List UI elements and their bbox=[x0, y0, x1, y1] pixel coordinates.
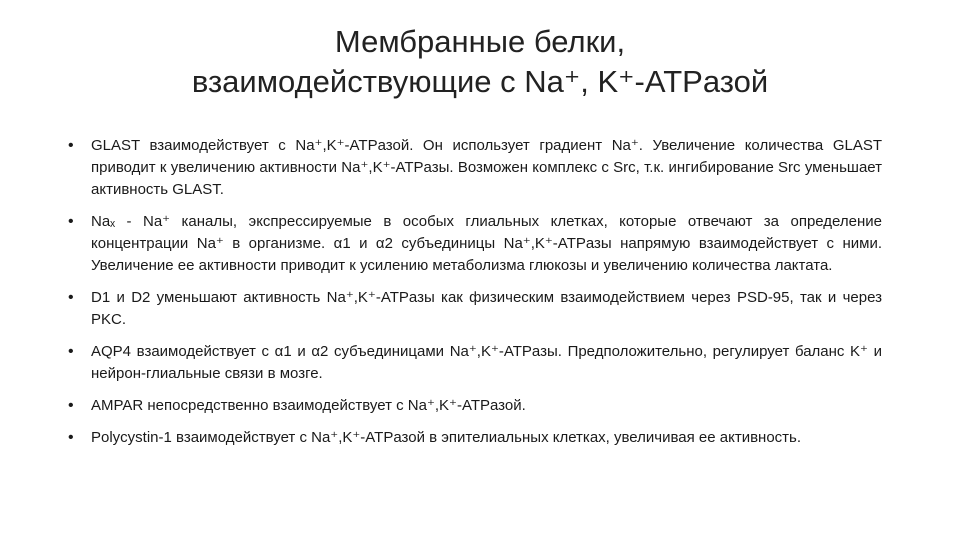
bullet-d1-d2 bbox=[68, 287, 882, 331]
bullet-text: AQP4 взаимодействует с α1 и α2 субъединицами Na⁺,K⁺-ATPазы. Предположительно, регулирует баланс K⁺ и нейрон-глиальные связи в мозге. bbox=[91, 343, 882, 382]
bullet-text: D1 и D2 уменьшают активность Na⁺,K⁺-ATPазы как физическим взаимодействием через PSD-95, так и через PKC. bbox=[91, 289, 882, 328]
title-line-2: взаимодействующие с Na⁺, K⁺-ATPазой bbox=[191, 64, 769, 99]
bullet-aqp4 bbox=[68, 341, 882, 385]
bullet-dot-icon: • bbox=[68, 343, 74, 360]
bullet-ampar bbox=[68, 395, 882, 417]
bullet-text: GLAST взаимодействует с Na⁺,K⁺-ATPазой. Он использует градиент Na⁺. Увеличение количества GLAST приводит к увеличению активности Na⁺,K⁺-ATPазы. Возможен комплекс с Src, т.к. ингибирование Src уменьшает активность GLAST. bbox=[91, 137, 882, 198]
bullet-dot-icon: • bbox=[68, 289, 74, 306]
bullet-glast bbox=[68, 135, 882, 201]
bullet-text: Polycystin-1 взаимодействует с Na⁺,K⁺-ATPазой в эпителиальных клетках, увеличивая ее активность. bbox=[91, 429, 802, 446]
bullet-dot-icon: • bbox=[68, 213, 74, 230]
bullet-list bbox=[68, 135, 882, 459]
bullet-polycystin bbox=[68, 427, 882, 449]
bullet-nax bbox=[68, 211, 882, 277]
bullet-dot-icon: • bbox=[68, 137, 74, 154]
bullet-dot-icon: • bbox=[68, 397, 74, 414]
title-line-1: Мембранные белки, bbox=[334, 24, 626, 59]
bullet-dot-icon: • bbox=[68, 429, 74, 446]
slide-title bbox=[0, 22, 960, 102]
bullet-text: Naₓ - Na⁺ каналы, экспрессируемые в особых глиальных клетках, которые отвечают за определение концентрации Na⁺ в организме. α1 и α2 субъединицы Na⁺,K⁺-ATPазы напрямую взаимодействует с ними. Увеличение ее активности приводит к усилению метаболизма глюкозы и увеличению количества лактата. bbox=[91, 213, 882, 274]
bullet-text: AMPAR непосредственно взаимодействует с Na⁺,K⁺-ATPазой. bbox=[91, 397, 526, 414]
